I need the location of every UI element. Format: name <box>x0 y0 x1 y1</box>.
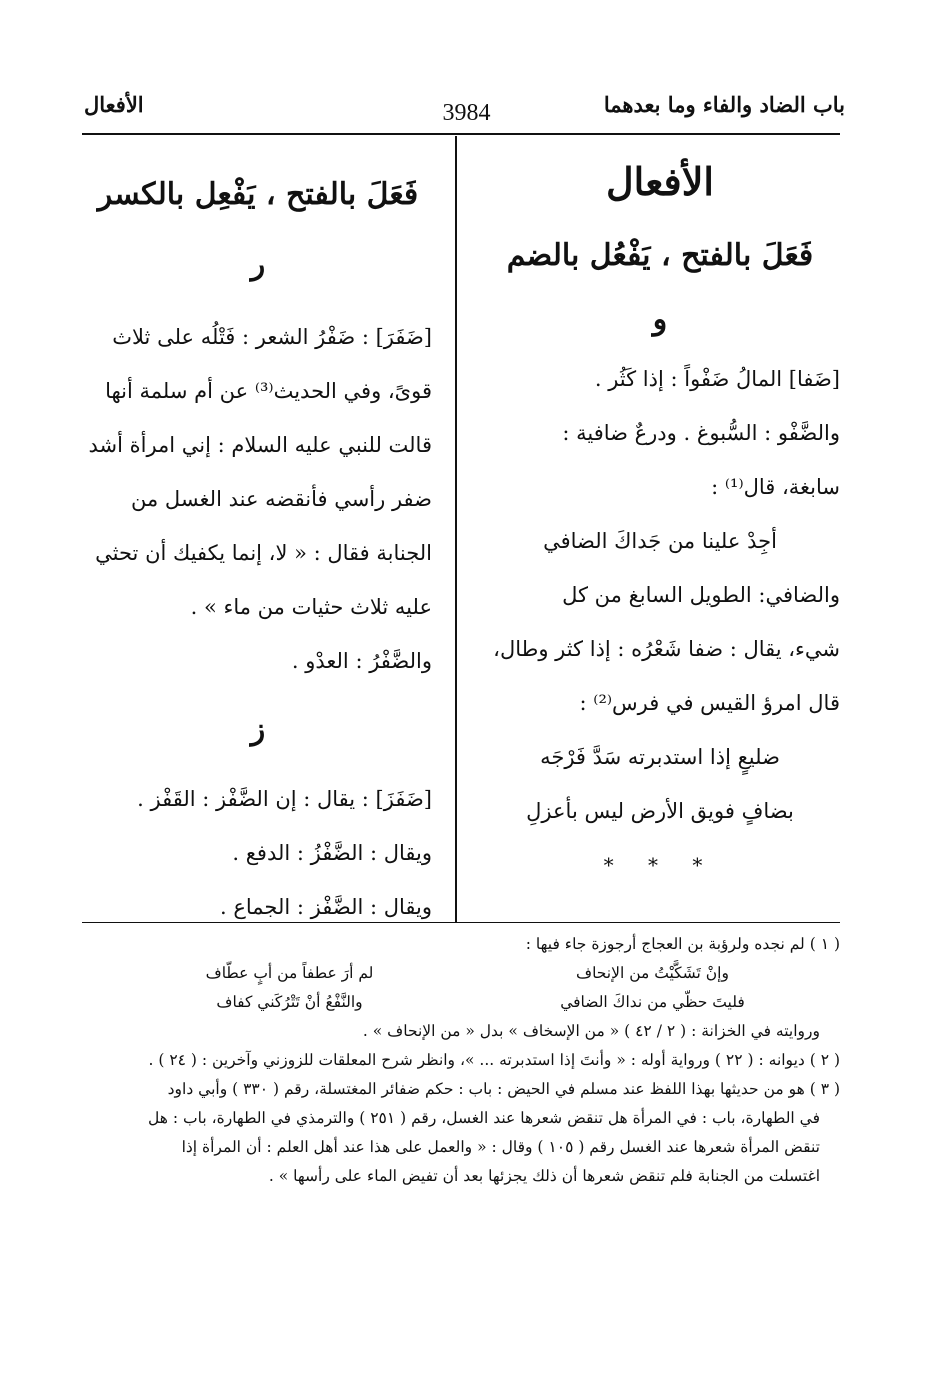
entry-line: سابغة، قال⁽¹⁾ : <box>711 475 840 499</box>
entry-line: قال امرؤ القيس في فرس⁽²⁾ : <box>579 691 840 715</box>
footnote-1-verse-1 <box>82 959 840 988</box>
entry-line: ويقال : الضَّفْز : الجماع . <box>220 895 432 919</box>
footnote-1-intro: ( ١ ) لم نجده ولرؤبة بن العجاج أرجوزة جاء فيها : <box>525 935 840 953</box>
footnote-3-line: في الطهارة، باب : في المرأة هل تنقض شعرها عند الغسل، رقم ( ٢٥١ ) والترمذي في الطهارة، باب : هل <box>148 1109 820 1127</box>
section-heading-kasr: فَعَلَ بالفتح ، يَفْعِل بالكسر <box>97 177 419 212</box>
verse-line: ضليعٍ إذا استدبرته سَدَّ فَرْجَه <box>540 745 780 769</box>
footnote-rule <box>82 922 840 923</box>
footnote-2: ( ٢ ) ديوانه : ( ٢٢ ) ورواية أوله : « وأنتَ إذا استدبرته ... »، وانظر شرح المعلقات للزوزني وآخرين : ( ٢٤ ) . <box>148 1051 840 1069</box>
verse-line: بضافٍ فويق الأرض ليس بأعزلِ <box>526 799 794 823</box>
entry-line: قالت للنبي عليه السلام : إني امرأة أشد <box>88 433 432 457</box>
hemistich: وإنْ تَشَكَّيْتُ من الإنحاف <box>576 964 729 982</box>
footnotes <box>82 930 840 1191</box>
section-end-stars: * * * <box>603 853 717 877</box>
running-header-chapter: باب الضاد والفاء وما بعدهما <box>603 92 845 117</box>
footnote-3-line: اغتسلت من الجنابة فلم تنقض شعرها أن ذلك يجزئها بعد أن تفيض الماء على رأسها » . <box>268 1167 820 1185</box>
column-divider <box>455 136 457 922</box>
entry-line: [ضَفَرَ] : ضَفْرُ الشعر : فَتْلُه على ثلاث <box>112 325 432 349</box>
entry-line: ضفر رأسي فأنقضه عند الغسل من <box>131 487 432 511</box>
footnote-1-verse-2 <box>82 988 840 1017</box>
entry-line: ويقال : الضَّفْزُ : الدفع . <box>232 841 432 865</box>
section-heading-damm: فَعَلَ بالفتح ، يَفْعُل بالضم <box>506 238 814 273</box>
hemistich: فليتَ حظّي من نداكَ الضافي <box>560 993 745 1011</box>
chapter-title: الأفعال <box>606 159 714 204</box>
running-header-section: الأفعال <box>84 92 144 117</box>
entry-line: والضَّفْو : السُّبوغ . ودرعٌ ضافية : <box>562 421 840 445</box>
header-rule <box>82 133 840 135</box>
letter-heading-ra: ر <box>250 247 266 282</box>
footnote-3-line: ( ٣ ) هو من حديثها بهذا اللفظ عند مسلم في الحيض : باب : حكم ضفائر المغتسلة، رقم ( ٣٣٠ ) وأبي داود <box>167 1080 840 1098</box>
footnote-1-note: وروايته في الخزانة : ( ٢ / ٤٢ ) « من الإسخاف » بدل « من الإنحاف » . <box>362 1022 820 1040</box>
hemistich: لم أرَ عطفاً من أبٍ عطّاف <box>205 964 374 982</box>
letter-heading-zay: ز <box>250 712 266 747</box>
entry-line: والضَّفْرُ : العدْو . <box>291 649 432 673</box>
entry-line: شيء، يقال : ضفا شَعْرُه : إذا كثر وطال، <box>493 637 840 661</box>
footnote-3-line: تنقض المرأة شعرها عند الغسل رقم ( ١٠٥ ) وقال : « والعمل على هذا عند أهل العلم : أن المرأة إذا <box>181 1138 820 1156</box>
letter-heading-waw: و <box>652 302 668 337</box>
left-column <box>84 140 432 934</box>
hemistich: والنَّفْعُ أنْ تَتْرُكَني كفاف <box>216 993 363 1011</box>
page-number: 3984 <box>442 100 491 126</box>
entry-line: عليه ثلاث حثيات من ماء » . <box>190 595 432 619</box>
entry-line: [ضَفا] المالُ ضَفْواً : إذا كَثُر . <box>594 367 840 391</box>
entry-line: قوىً، وفي الحديث⁽³⁾ عن أم سلمة أنها <box>105 379 432 403</box>
entry-line: [ضَفَزَ] : يقال : إن الضَّفْز : القَفْز . <box>137 787 432 811</box>
entry-line: والضافي: الطويل السابغ من كل <box>562 583 840 607</box>
verse-line: أجِدْ علينا من جَداكَ الضافي <box>543 529 777 553</box>
entry-line: الجنابة فقال : « لا، إنما يكفيك أن تحثي <box>95 541 432 565</box>
right-column <box>480 140 840 892</box>
